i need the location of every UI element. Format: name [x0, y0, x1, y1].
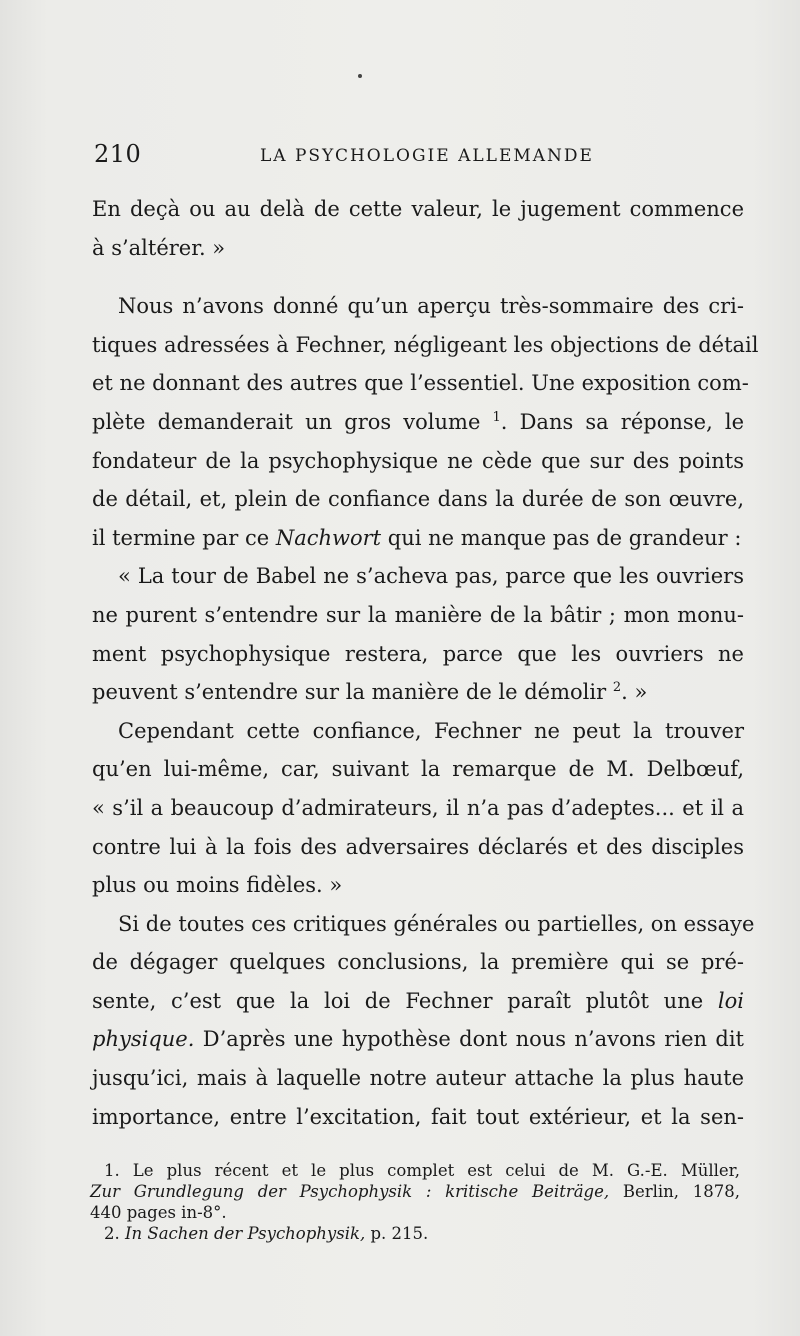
- italic-term: physique.: [92, 1027, 195, 1052]
- footnote-2-line: [104, 1223, 740, 1244]
- page-number: 210: [94, 140, 142, 168]
- text-fragment: Berlin, 1878,: [609, 1182, 740, 1201]
- text-fragment: p. 215.: [365, 1224, 429, 1243]
- footnote-1-line: 1. Le plus récent et le plus complet est celui de M. G.-E. Müller,: [104, 1161, 740, 1180]
- text-fragment: . »: [621, 680, 648, 705]
- running-head: [94, 140, 744, 174]
- text-fragment: plète demanderait un gros volume: [92, 409, 481, 434]
- text-line: « La tour de Babel ne s’acheva pas, parce que les ouvriers: [118, 564, 744, 589]
- nachwort-term: Nachwort: [275, 525, 382, 550]
- text-line: Cependant cette confiance, Fechner ne peut la trouver: [118, 718, 744, 743]
- running-title: LA PSYCHOLOGIE ALLEMANDE: [260, 146, 594, 166]
- text-fragment: sente, c’est que la loi de Fechner paraît plutôt une: [92, 988, 704, 1013]
- text-line: [92, 982, 744, 1021]
- footnote-1-line: 440 pages in-8°.: [90, 1203, 227, 1222]
- text-line: [92, 673, 744, 712]
- footnote-1-line: [90, 1181, 740, 1202]
- footnote-ref-1: 1: [492, 409, 501, 425]
- footnote-title: Zur Grundlegung der Psychophysik : kritische Beiträge,: [90, 1182, 610, 1201]
- footnotes: [90, 1160, 740, 1244]
- print-speck: [358, 74, 362, 78]
- text-line: [92, 519, 744, 558]
- text-fragment: D’après une hypothèse dont nous n’avons rien dit: [202, 1027, 744, 1052]
- text-line: plus ou moins fidèles. »: [92, 873, 343, 898]
- text-line: et ne donnant des autres que l’essentiel. Une exposition com-: [92, 371, 749, 396]
- text-line: En deçà ou au delà de cette valeur, le jugement commence: [92, 197, 744, 221]
- text-fragment: peuvent s’entendre sur la manière de le démolir: [92, 680, 607, 705]
- paragraph-gap: [92, 267, 744, 287]
- text-line: contre lui à la fois des adversaires déclarés et des disciples: [92, 834, 744, 859]
- text-line: à s’altérer. »: [92, 235, 226, 260]
- text-line: importance, entre l’excitation, fait tout extérieur, et la sen-: [92, 1104, 744, 1129]
- text-line: tiques adressées à Fechner, négligeant les objections de détail: [92, 332, 759, 357]
- text-line: de détail, et, plein de confiance dans la durée de son œuvre,: [92, 487, 744, 512]
- text-line: de dégager quelques conclusions, la première qui se pré-: [92, 950, 744, 975]
- footnote-title: In Sachen der Psychophysik,: [125, 1224, 366, 1243]
- footnote-ref-2: 2: [612, 680, 622, 696]
- footnote-number: 2.: [104, 1224, 125, 1243]
- text-line: fondateur de la psychophysique ne cède que sur des points: [92, 448, 744, 473]
- text-fragment: il termine par ce: [92, 525, 270, 550]
- body-text: [92, 190, 759, 1136]
- text-line: Nous n’avons donné qu’un aperçu très-sommaire des cri-: [118, 294, 744, 319]
- text-line: ment psychophysique restera, parce que les ouvriers ne: [92, 641, 744, 666]
- text-fragment: . Dans sa réponse, le: [500, 409, 745, 434]
- text-line: « s’il a beaucoup d’admirateurs, il n’a pas d’adeptes... et il a: [92, 795, 744, 820]
- text-line: Si de toutes ces critiques générales ou partielles, on essaye: [118, 911, 755, 936]
- text-line: jusqu’ici, mais à laquelle notre auteur attache la plus haute: [92, 1066, 744, 1091]
- text-fragment: qui ne manque pas de grandeur :: [381, 525, 742, 550]
- italic-term: loi: [717, 988, 744, 1013]
- text-line: qu’en lui-même, car, suivant la remarque de M. Delbœuf,: [92, 757, 744, 782]
- text-line: [92, 1020, 744, 1059]
- text-line: [92, 403, 744, 442]
- text-line: ne purent s’entendre sur la manière de la bâtir ; mon monu-: [92, 602, 744, 627]
